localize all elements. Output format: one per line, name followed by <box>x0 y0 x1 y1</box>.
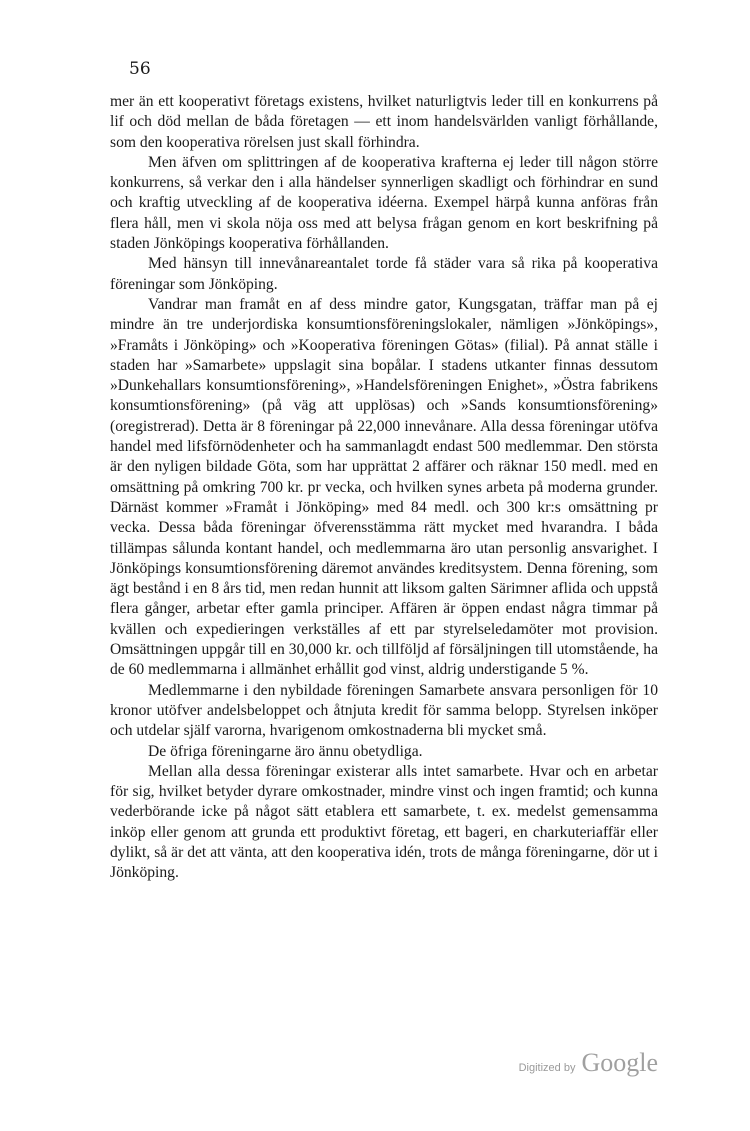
paragraph-6: De öfriga föreningarne äro ännu obetydliga. <box>148 742 423 760</box>
paragraph-3: Med hänsyn till innevånareantalet torde få städer vara så rika på kooperativa föreningar som Jönköping. <box>110 255 658 293</box>
watermark-prefix: Digitized by <box>518 1062 576 1074</box>
paragraph-1: mer än ett kooperativt företags existens, hvilket naturligtvis leder till en konkurrens på lif och död mellan de båda företagen — ett inom handelsvärlden vanligt förhållande, som den kooperativa rörelsen just skall förhindra. <box>110 93 658 151</box>
paragraph-5: Medlemmarne i den nybildade föreningen Samarbete ansvara personligen för 10 kronor utöfver andelsbeloppet och åtnjuta kredit för samma belopp. Styrelsen inköper och utdelar själf varorna, hvarigenom omkostnaderna bli mycket små. <box>110 681 658 740</box>
paragraph-4: Vandrar man framåt en af dess mindre gator, Kungsgatan, träffar man på ej mindre än tre underjordiska konsumtionsföreningslokaler, nämligen »Jönköpings», »Framåts i Jönköping» och »Kooperativa föreningen Götas» (filial). På annat ställe i staden har »Samarbete» uppslagit sina bopålar. I stadens utkanter finnas dessutom »Dunkehallars konsumtionsförening», »Handelsföreningen Enighet», »Östra fabrikens konsumtionsförening» (på väg att upplösas) och »Sands konsumtionsförening» (oregistrerad). Detta är 8 föreningar på 22,000 innevånare. Alla dessa föreningar utöfva handel med lifsförnödenheter och ha sammanlagdt endast 500 medlemmar. Den största är den nyligen bildade Göta, som har upprättat 2 affärer och räknar 150 medl. med en omsättning på omkring 700 kr. pr vecka, och hvilken synes arbeta på moderna grunder. Därnäst kommer »Framåt i Jönköping» med 84 medl. och 300 kr:s omsättning pr vecka. Dessa båda föreningar öfverensstämma rätt mycket med hvarandra. I båda tillämpas sålunda kontant handel, och medlemmarna äro utan personlig ansvarighet. I Jönköpings konsumtionsförening däremot användes kreditsystem. Denna förening, som ägt bestånd i en 8 års tid, men redan hunnit att liksom galten Särimner aflida och uppstå flera gånger, arbetar efter gamla principer. Affären är öppen endast några timmar på kvällen och expedieringen verkställes af ett par styrelseledamöter mot provision. Omsättningen uppgår till en 30,000 kr. och tillföljd af försäljningen till utomstående, ha de 60 medlemmarna i allmänhet erhållit god vinst, aldrig understigande 5 %. <box>110 295 658 679</box>
page-number: 56 <box>129 59 151 79</box>
google-logo: Google <box>581 1048 658 1077</box>
paragraph-2: Men äfven om splittringen af de kooperativa krafterna ej leder till någon större konkurrens, så verkar den i alla händelser synnerligen skadligt och förhindrar en sund och kraftig utveckling af de kooperativa idéerna. Exempel härpå kunna anföras från flera håll, men vi skola nöja oss med att belysa frågan genom en kort beskrifning på staden Jönköpings kooperativa förhållanden. <box>110 153 658 253</box>
body-text <box>110 92 658 884</box>
paragraph-7: Mellan alla dessa föreningar existerar alls intet samarbete. Hvar och en arbetar för sig, hvilket betyder dyrare omkostnader, mindre vinst och ingen framtid; och kunna vederbörande icke på något sätt etablera ett samarbete, t. ex. medelst gemensamma inköp eller genom att grunda ett produktivt företag, ett bageri, en charkuteriaffär eller dylikt, så är det att vänta, att den kooperativa idén, trots de många föreningarne, dör ut i Jönköping. <box>110 762 658 882</box>
digitized-watermark <box>519 1048 658 1078</box>
